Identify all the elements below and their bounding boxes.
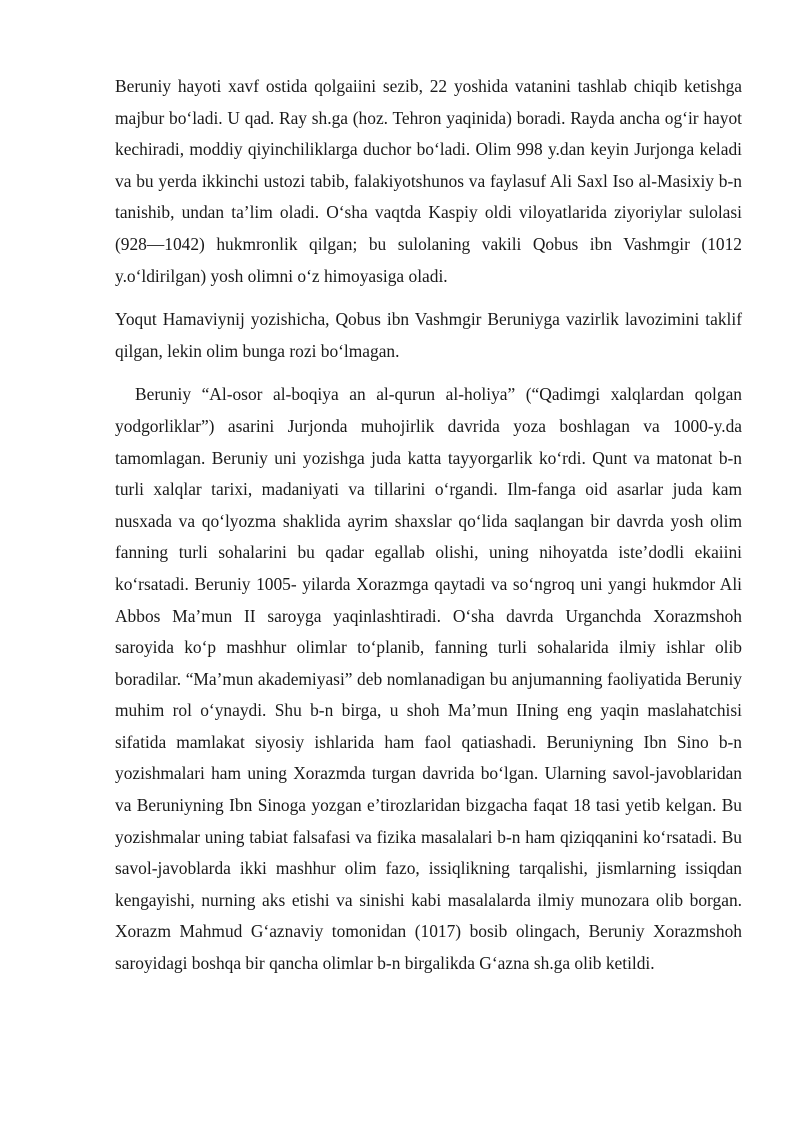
paragraph-osor-al-boqiya: Beruniy “Al-osor al-boqiya an al-qurun al-holiya” (“Qadimgi xalqlardan qolgan yodgorliklar”) asarini Jurjonda muhojirlik davrida yoza boshlagan va 1000-y.da tamomlagan. Beruniy uni yozishga juda katta tayyorgarlik koʻrdi. Qunt va matonat b-n turli xalqlar tarixi, madaniyati va tillarini oʻrgandi. Ilm-fanga oid asarlar juda kam nusxada va qoʻlyozma shaklida ayrim shaxslar qoʻlida saqlangan bir davrda yosh olim fanning turli sohalarini bu qadar egallab olishi, uning nihoyatda iste’dodli ekaiini koʻrsatadi. Beruniy 1005- yilarda Xorazmga qaytadi va soʻngroq uni yangi hukmdor Ali Abbos Ma’mun II saroyga yaqinlashtiradi. Oʻsha davrda Urganchda Xorazmshoh saroyida koʻp mashhur olimlar toʻplanib, fanning turli sohalarida ilmiy ishlar olib boradilar. “Ma’mun akademiyasi” deb nomlanadigan bu anjumanning faoliyatida Beruniy muhim rol oʻynaydi. Shu b-n birga, u shoh Ma’mun IIning eng yaqin maslahatchisi sifatida mamlakat siyosiy ishlarida ham faol qatiashadi. Beruniyning Ibn Sino b-n yozishmalari ham uning Xorazmda turgan davrida boʻlgan. Ularning savol-javoblaridan va Beruniyning Ibn Sinoga yozgan e’tirozlaridan bizgacha faqat 18 tasi yetib kelgan. Bu yozishmalar uning tabiat falsafasi va fizika masalalari b-n ham qiziqqanini koʻrsatadi. Bu savol-javoblarda ikki mashhur olim fazo, issiqlikning tarqalishi, jismlarning issiqdan kengayishi, nurning aks etishi va sinishi kabi masalalarda ilmiy munozara olib borgan. Xorazm Mahmud Gʻaznaviy tomonidan (1017) bosib olingach, Beruniy Xorazmshoh saroyidagi boshqa bir qancha olimlar b-n birgalikda Gʻazna sh.ga olib ketildi. [115,384,742,974]
document-page [115,71,742,992]
paragraph-vizier-offer: Yoqut Hamaviynij yozishicha, Qobus ibn Vashmgir Beruniyga vazirlik lavozimini taklif qilgan, lekin olim bunga rozi boʻlmagan. [115,309,742,361]
paragraph-beruniy-flight: Beruniy hayoti xavf ostida qolgaiini sezib, 22 yoshida vatanini tashlab chiqib ketishga majbur boʻladi. U qad. Ray sh.ga (hoz. Tehron yaqinida) boradi. Rayda ancha ogʻir hayot kechiradi, moddiy qiyinchiliklarga duchor boʻladi. Olim 998 y.dan keyin Jurjonga keladi va bu yerda ikkinchi ustozi tabib, falakiyotshunos va faylasuf Ali Saxl Iso al-Masixiy b-n tanishib, undan ta’lim oladi. Oʻsha vaqtda Kaspiy oldi viloyatlarida ziyoriylar sulolasi (928—1042) hukmronlik qilgan; bu sulolaning vakili Qobus ibn Vashmgir (1012 y.oʻldirilgan) yosh olimni oʻz himoyasiga oladi. [115,76,742,286]
